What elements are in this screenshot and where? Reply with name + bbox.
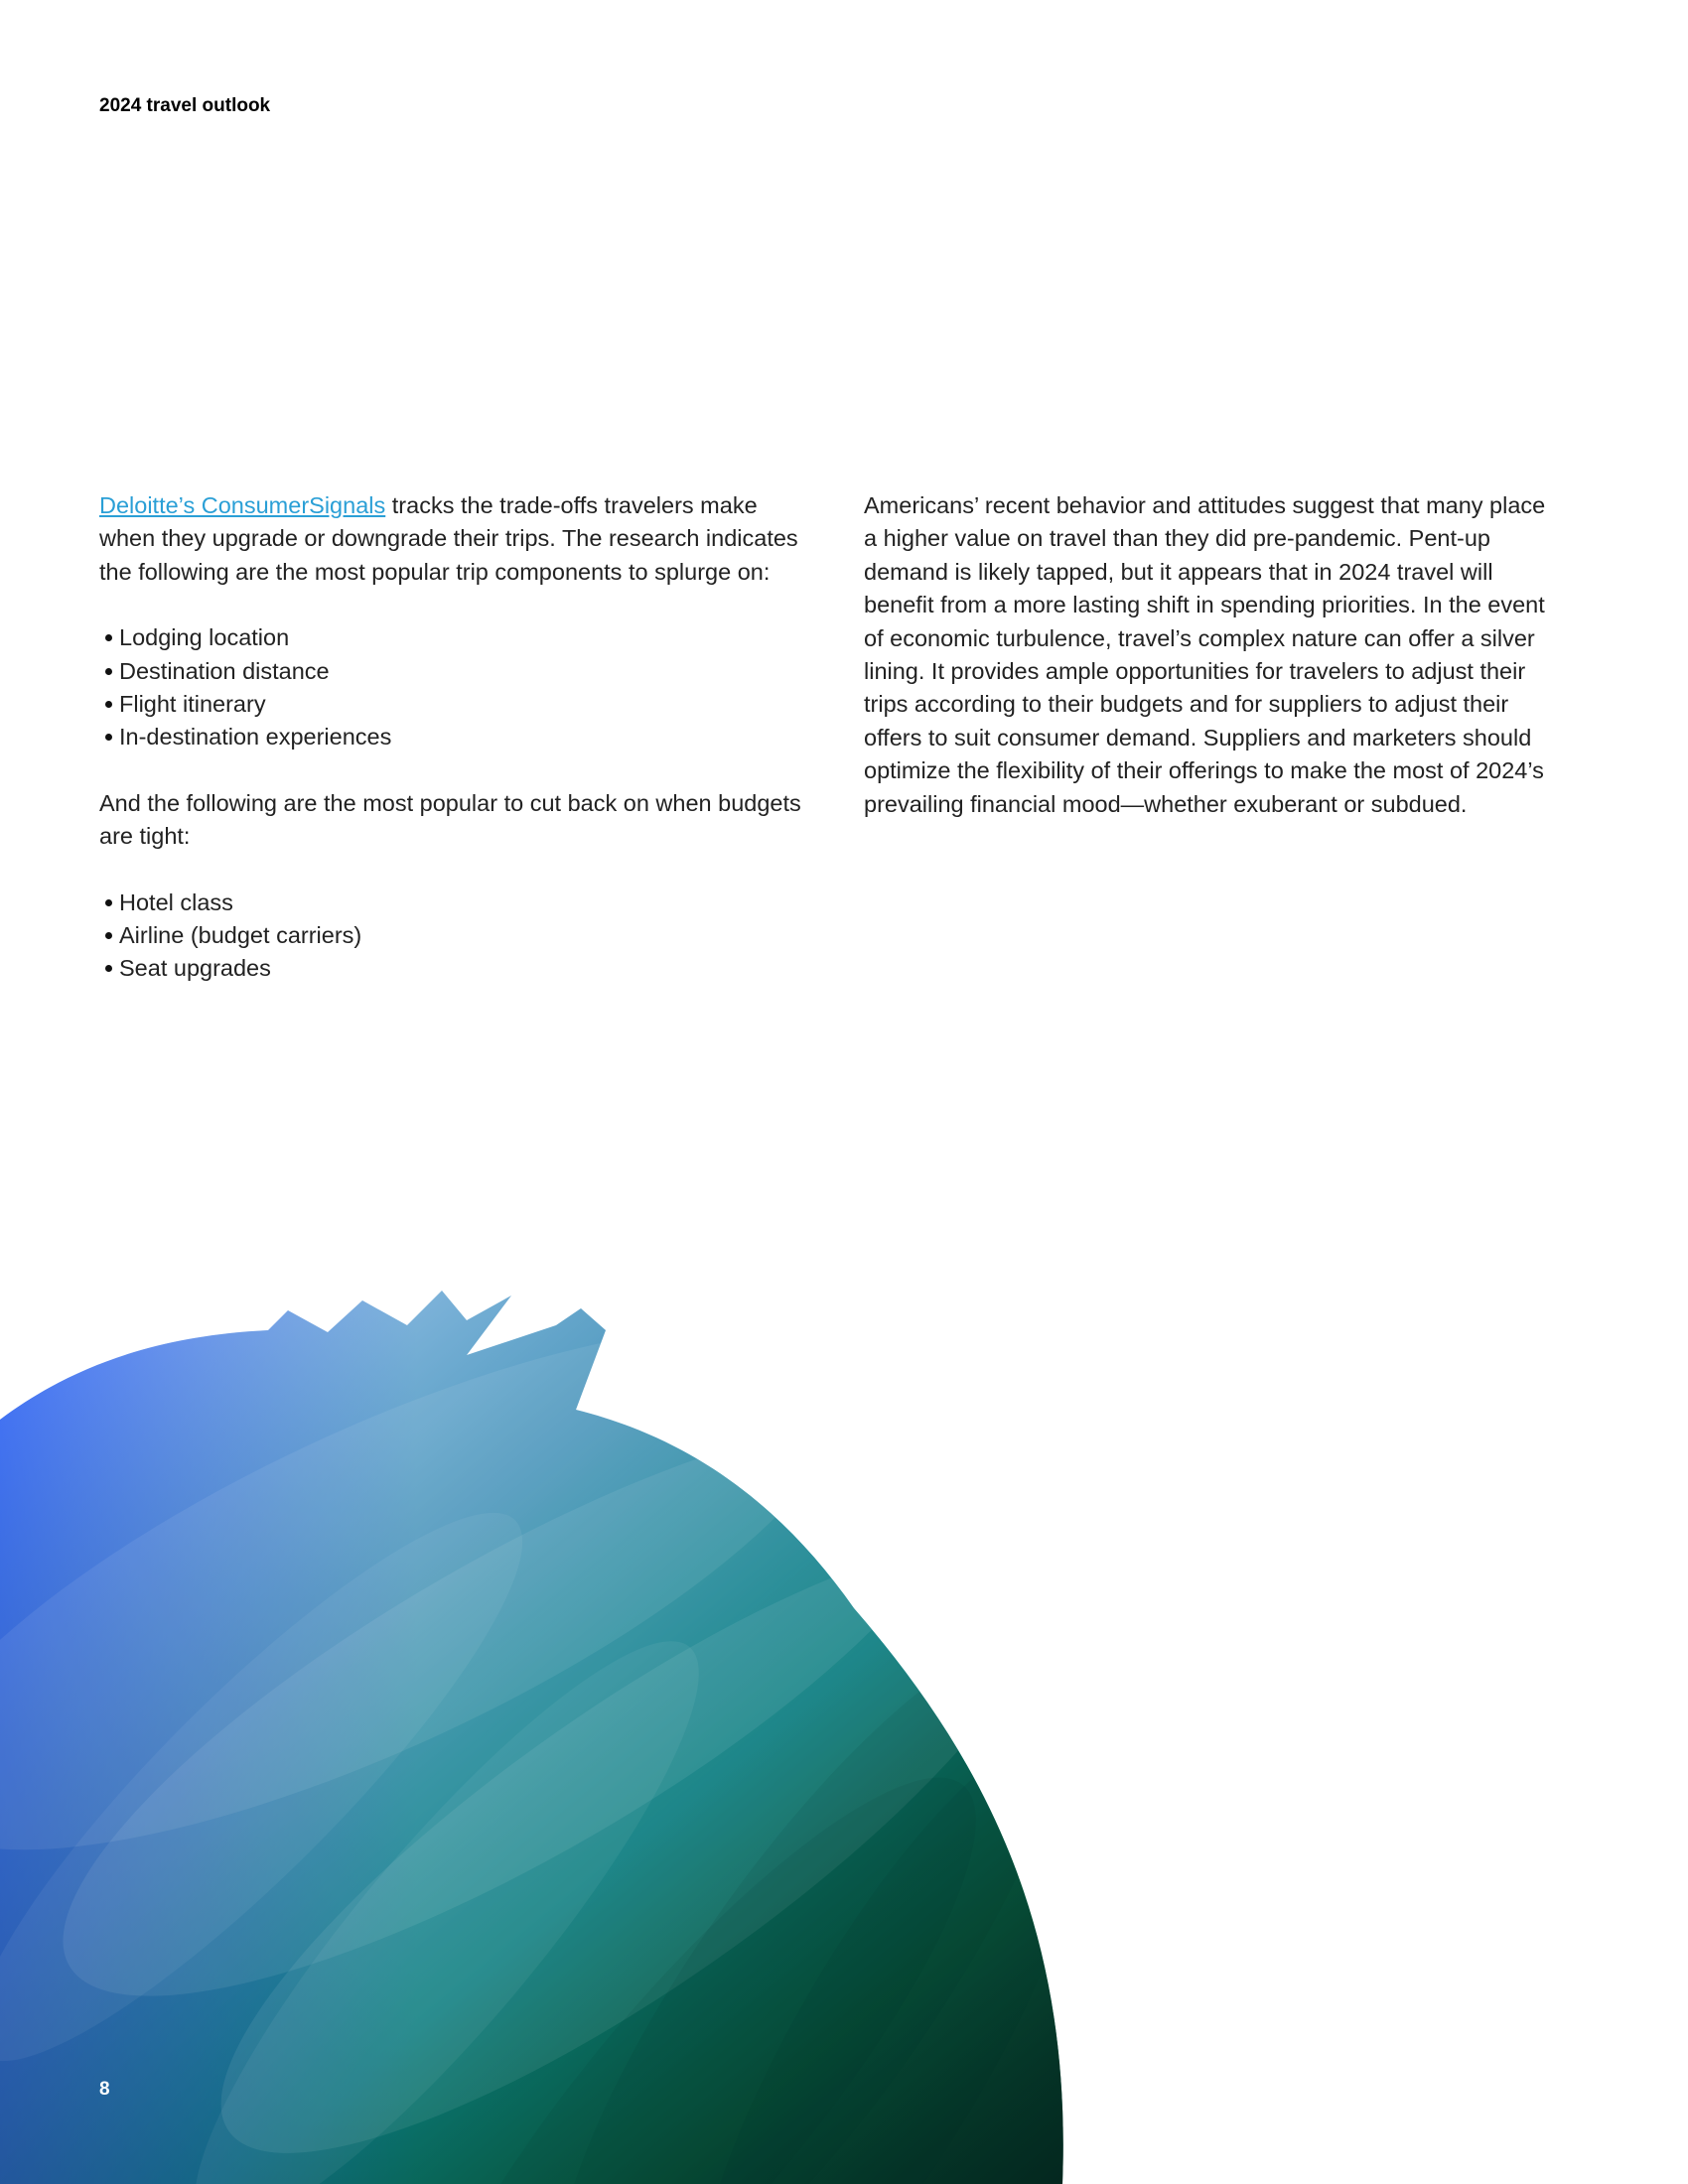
- document-header-title: 2024 travel outlook: [99, 95, 271, 116]
- decorative-globe-artwork: [0, 1291, 1092, 2184]
- list-item: Hotel class: [119, 887, 819, 919]
- right-column: [864, 489, 1564, 821]
- list-item: In-destination experiences: [119, 721, 819, 753]
- list-item: Destination distance: [119, 655, 819, 688]
- consumersignals-link[interactable]: Deloitte’s ConsumerSignals: [99, 492, 386, 518]
- page-number: 8: [99, 2079, 110, 2100]
- intro-text: tracks the trade-offs travelers make when they upgrade or downgrade their trips. The research indicates the following are the most popular trip components to splurge on:: [99, 492, 798, 585]
- left-column: [99, 489, 819, 1019]
- list-item: Seat upgrades: [119, 952, 819, 985]
- splurge-list: [99, 621, 819, 754]
- list-item: Airline (budget carriers): [119, 919, 819, 952]
- list-item: Lodging location: [119, 621, 819, 654]
- right-paragraph: Americans’ recent behavior and attitudes suggest that many place a higher value on travel than they did pre-pandemic. Pent-up demand is likely tapped, but it appears that in 2024 travel will benefit from a more lasting shift in spending priorities. In the event of economic turbulence, travel’s complex nature can offer a silver lining. It provides ample opportunities for travelers to adjust their trips according to their budgets and for suppliers to adjust their offers to suit consumer demand. Suppliers and marketers should optimize the flexibility of their offerings to make the most of 2024’s prevailing financial mood—whether exuberant or subdued.: [864, 492, 1546, 817]
- cutback-intro: And the following are the most popular to cut back on when budgets are tight:: [99, 789, 801, 850]
- cutback-list: [99, 887, 819, 986]
- list-item: Flight itinerary: [119, 688, 819, 721]
- intro-paragraph: [99, 489, 819, 589]
